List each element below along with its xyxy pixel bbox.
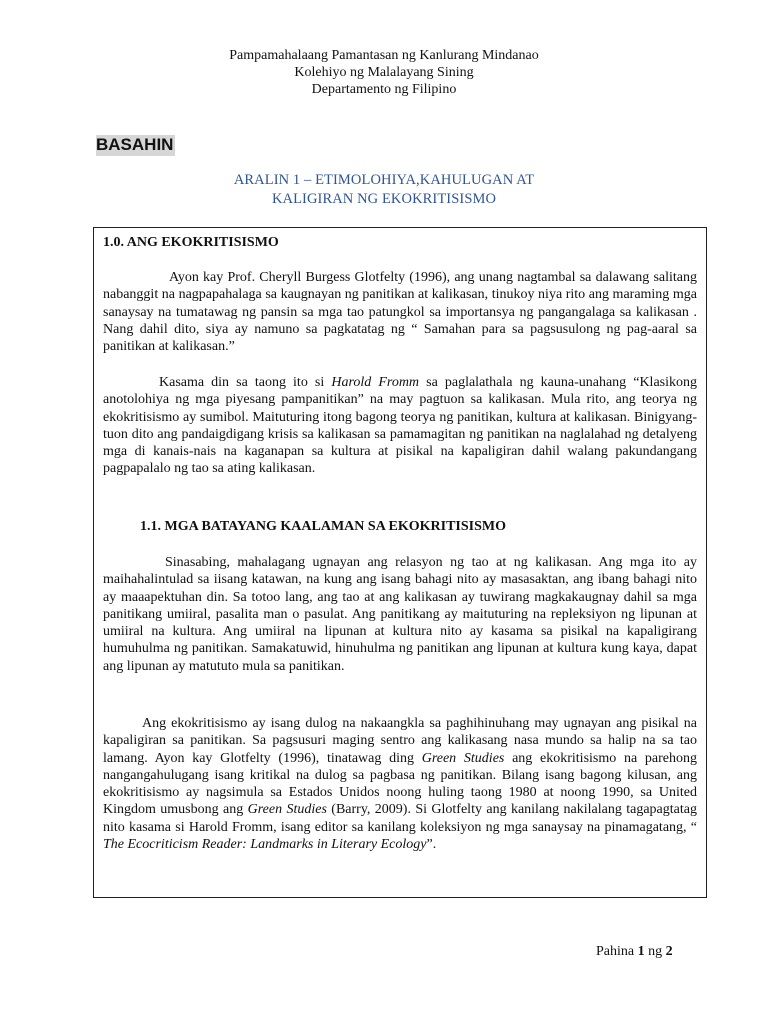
green-studies-term-1: Green Studies: [421, 750, 505, 766]
section-heading-1-0: 1.0. ANG EKOKRITISISMO: [103, 235, 279, 250]
section2-p2-text-b: ang ekokritisismo na parehong nangangahulugang isang kritikal na dulog sa pagbasa ng panitikan. Bilang isang bagong kilusan, ang ekokritisismo ay nagsimula sa Estados Unidos noong huling taong 1980 at noong 1990, sa United Kingdom umusbong ang: [103, 750, 697, 818]
book-title: The Ecocriticism Reader: Landmarks in Literary Ecology: [103, 837, 427, 853]
green-studies-term-2: Green Studies: [247, 802, 327, 818]
document-header: [0, 47, 768, 98]
section2-p1-text: Sinasabing, mahalagang ugnayan ang relasyon ng tao at ng kalikasan. Ang mga ito ay maihahalintulad sa iisang katawan, na kung ang isang bahagi nito ay masasaktan, ang ibang bahagi nito ay maaapektuhan din. Sa totoo lang, ang tao at ang kalikasan ay tuwirang magkakaugnay dahil sa mga panitikang umiiral, pasalita man o pasulat. Ang panitikang ay maituturing na repleksiyon ng lipunan at umiiral na kultura. Ang umiiral na lipunan at kultura nito ay kasama sa pisikal na kapaligirang humuhulma ng panitikan. Samakatuwid, hinuhulma ng panitikan ang lipunan at kultura kung kaya, dapat ang lipunan ay matututo mula sa panitikan.: [103, 555, 697, 674]
section2-p2-text-d: ”.: [426, 837, 437, 853]
section1-p2-text-a: Kasama din sa taong ito si: [159, 375, 332, 390]
section1-paragraph-2: [103, 374, 697, 478]
section2-p2-text-c: (Barry, 2009). Si Glotfelty ang kanilang nakilalang tagapagtatag nito kasama si Harold Fromm, isang editor sa kanilang koleksiyon ng mga sanaysay na pinamagatang, “: [103, 802, 697, 835]
basahin-label: BASAHIN: [96, 135, 174, 154]
section2-paragraph-2: [103, 715, 697, 853]
current-page-number: 1: [637, 944, 645, 959]
section-heading-1-1: 1.1. MGA BATAYANG KAALAMAN SA EKOKRITISISMO: [140, 519, 507, 534]
section1-p2-text-b: sa paglalathala ng kauna-unahang “Klasikong anotolohiya ng mga piyesang pampanitikan” na may pagtuon sa kalikasan. Mula rito, ang teorya ng ekokritisismo ay sumibol. Maituturing itong bagong teorya ng panitikan, kultura at kalikasan. Binigyang-tuon dito ang pandaigdigang krisis sa kalikasan sa pamamagitan ng panitikan na naglalahad ng detalyeng mga di kanais-nais na kaganapan sa kultura at pisikal na kapaligiran dahil walang pakundangang pagpapalalo ng tao sa ating kalikasan.: [103, 375, 697, 477]
department-name: Departamento ng Filipino: [311, 82, 457, 97]
college-name: Kolehiyo ng Malalayang Sining: [294, 65, 474, 80]
total-pages-number: 2: [665, 944, 673, 959]
university-name: Pampamahalaang Pamantasan ng Kanlurang Mindanao: [229, 48, 539, 63]
page-label: Pahina: [596, 944, 635, 959]
harold-fromm-name: Harold Fromm: [331, 375, 420, 390]
content-box: [93, 227, 707, 898]
basahin-label-block: [96, 135, 175, 156]
lesson-title-line1: ARALIN 1 – ETIMOLOHIYA,KAHULUGAN AT: [233, 172, 535, 188]
section1-p1-text: Ayon kay Prof. Cheryll Burgess Glotfelty (1996), ang unang nagtambal sa dalawang salitang nabanggit na nagpapahalaga sa kaugnayan ng panitikan at kalikasan, tinukoy niya rito ang maraming mga sanaysay na tumatawag ng pansin sa mga tao patungkol sa importansya ng pangangalaga sa kalikasan . Nang dahil dito, siya ay namuno sa pagkatatag ng “ Samahan para sa pagsusulong ng pag-aaral sa panitikan at kalikasan.”: [103, 270, 697, 355]
page-number-footer: [596, 943, 673, 960]
section2-paragraph-1: [103, 554, 697, 675]
lesson-title: [0, 171, 768, 209]
lesson-title-line2: KALIGIRAN NG EKOKRITISISMO: [271, 191, 497, 207]
page-separator: ng: [648, 944, 663, 959]
section2-p2-text-a: Ang ekokritisismo ay isang dulog na nakaangkla sa paghihinuhang may ugnayan ang pisikal na kapaligiran sa panitikan. Sa pagsusuri maging sentro ang kalikasang nasa mundo sa halip na sa tao lamang. Ayon kay Glotfelty (1996), tinatawag ding: [103, 716, 697, 766]
section1-paragraph-1: [103, 269, 697, 355]
